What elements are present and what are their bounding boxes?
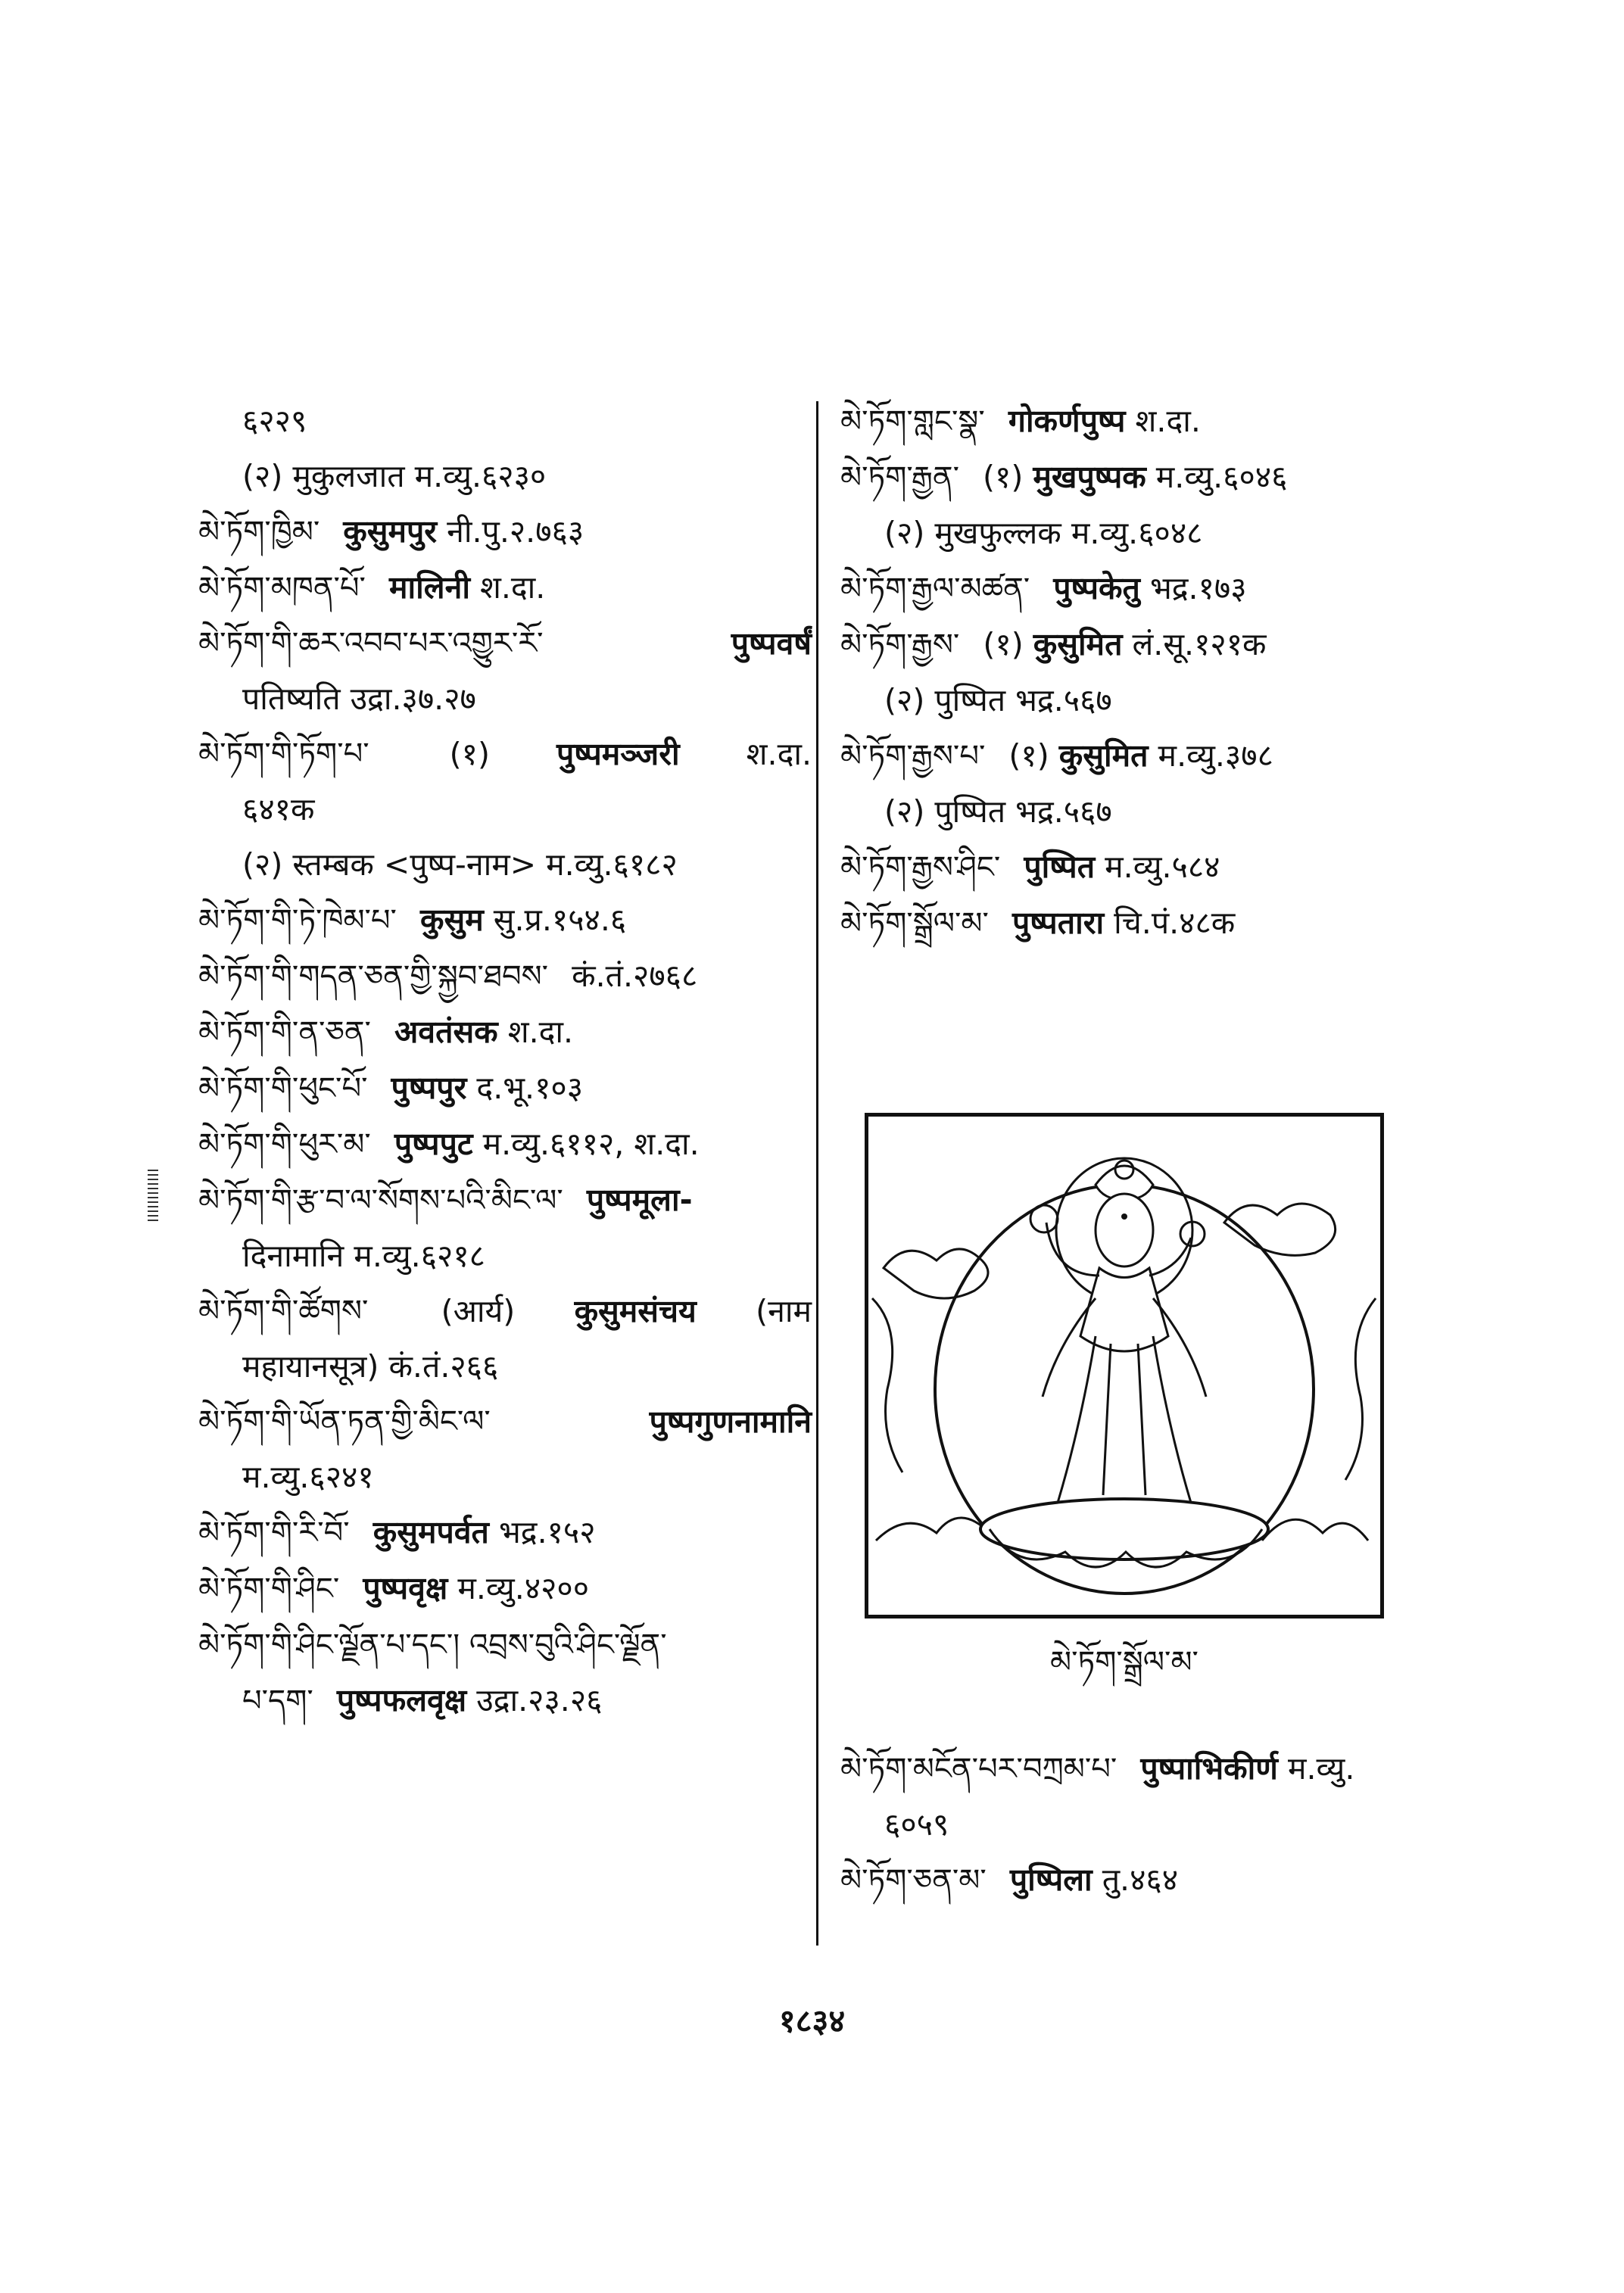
entry-line: ६२२९ bbox=[242, 403, 307, 439]
entry-line bbox=[840, 896, 1446, 952]
tibetan-term: མེ་ཏོག་མངོན་པར་བཀྲམ་པ་ bbox=[840, 1752, 1117, 1787]
sanskrit-term: कुसुमित bbox=[1058, 737, 1149, 774]
entry-line bbox=[198, 949, 812, 1005]
entry-line bbox=[198, 1394, 812, 1450]
entry-line bbox=[840, 394, 1446, 450]
tibetan-term: མེ་ཏོག་ཁྱིམ་ bbox=[198, 515, 320, 550]
reference: म.व्यु.४२०० bbox=[457, 1570, 590, 1606]
entry-line: (२) पुष्पित भद्र.५६७ bbox=[884, 793, 1112, 830]
tibetan-term: མེ་ཏོག་གི་ཤིང་ bbox=[198, 1572, 340, 1606]
entry-line bbox=[840, 450, 1446, 506]
entry-line bbox=[198, 1561, 812, 1617]
entry-line bbox=[198, 727, 812, 782]
reference: श.दा. bbox=[507, 1014, 574, 1050]
entry-line: ६०५९ bbox=[884, 1806, 949, 1843]
sense-number: (१) bbox=[449, 736, 490, 772]
sanskrit-term: पुष्पवर्षं bbox=[731, 625, 812, 662]
sanskrit-term: अवतंसक bbox=[394, 1014, 498, 1050]
entry-line bbox=[840, 617, 1446, 673]
tibetan-term: མེ་ཏོག་གི་ཏེ་ཁེམ་པ་ bbox=[198, 903, 397, 938]
tibetan-term: མེ་ཏོག་གི་ཡོན་ཏན་གྱི་མིང་ལ་ bbox=[198, 1404, 491, 1439]
entry-line bbox=[198, 1173, 812, 1229]
reference: भद्र.१५२ bbox=[498, 1514, 596, 1550]
tibetan-term: མེ་ཏོག་རྒྱས་པ་ bbox=[840, 739, 986, 774]
sanskrit-term: पुष्पकेतु bbox=[1053, 570, 1140, 606]
tibetan-term: མེ་ཏོག་གི་ན་ཅན་ bbox=[198, 1015, 371, 1050]
reference: म.व्यु. bbox=[1287, 1750, 1355, 1787]
margin-mark bbox=[148, 1170, 158, 1223]
sense-number: (१) bbox=[983, 626, 1024, 662]
tibetan-term: མེ་ཏོག་གླང་སྣ་ bbox=[840, 404, 985, 439]
entry-line bbox=[840, 561, 1446, 617]
entry-line bbox=[198, 1117, 812, 1173]
sanskrit-term: कुसुमित bbox=[1033, 626, 1123, 662]
entry-line: ६४१क bbox=[242, 791, 315, 827]
sanskrit-term: पुष्पिला bbox=[1009, 1862, 1093, 1898]
reference: म.व्यु.३७८ bbox=[1158, 737, 1273, 774]
entry-line bbox=[198, 504, 812, 560]
sanskrit-term: मुखपुष्पक bbox=[1033, 459, 1146, 495]
entry-line bbox=[840, 1852, 1446, 1908]
reference: उद्रा.२३.२६ bbox=[476, 1682, 603, 1718]
entry-line bbox=[198, 893, 812, 949]
tibetan-term: མེ་ཏོག་གི་ཕུང་པོ་ bbox=[198, 1071, 368, 1106]
sanskrit-term: पुष्पाभिकीर्ण bbox=[1140, 1750, 1278, 1787]
reference: श.दा. bbox=[480, 569, 546, 606]
sanskrit-term: कुसुम bbox=[420, 902, 484, 938]
reference: म.व्यु.६११२, श.दा. bbox=[482, 1126, 700, 1162]
entry-line bbox=[198, 1617, 812, 1673]
tibetan-term: མེ་ཏོག་གི་རྩ་བ་ལ་སོགས་པའི་མིང་ལ་ bbox=[198, 1183, 563, 1218]
tibetan-term: མེ་ཏོག་སྒྲོལ་མ་ bbox=[840, 906, 989, 941]
tibetan-term: མེ་ཏོག་གི་ཚོགས་ bbox=[198, 1294, 369, 1329]
sanskrit-term: पुष्पफलवृक्ष bbox=[336, 1682, 467, 1718]
tibetan-term: མེ་ཏོག་གི་རི་བོ་ bbox=[198, 1516, 350, 1550]
sanskrit-term: कुसुमसंचय bbox=[574, 1293, 697, 1329]
sanskrit-term: पुष्पपुट bbox=[394, 1126, 473, 1162]
tibetan-term: མེ་ཏོག་རྒྱས་ bbox=[840, 628, 960, 662]
tibetan-term: པ་དག་ bbox=[242, 1684, 313, 1718]
sanskrit-term: पुष्पतारा bbox=[1011, 905, 1105, 941]
reference: भद्र.१७३ bbox=[1149, 570, 1247, 606]
page-number: १८३४ bbox=[778, 2002, 846, 2039]
sense-prefix: (आर्य) bbox=[441, 1293, 516, 1329]
tibetan-term: མེ་ཏོག་ཅན་མ་ bbox=[840, 1863, 987, 1898]
tibetan-term: མེ་ཏོག་རྒྱན་ bbox=[840, 460, 959, 495]
sanskrit-term: कुसुमपर्वत bbox=[372, 1514, 489, 1550]
entry-line bbox=[198, 1673, 812, 1729]
entry-line: (२) मुकुलजात म.व्यु.६२३० bbox=[242, 458, 547, 494]
right-column bbox=[840, 394, 1446, 952]
left-column bbox=[198, 394, 812, 1729]
sanskrit-term: पुष्पपुर bbox=[391, 1070, 467, 1106]
sanskrit-term: गोकर्णपुष्प bbox=[1008, 403, 1126, 439]
sanskrit-term: पुष्पमूला- bbox=[586, 1182, 693, 1218]
entry-line bbox=[840, 840, 1446, 896]
entry-line bbox=[840, 1741, 1446, 1797]
sanskrit-term: कुसुमपुर bbox=[343, 513, 438, 550]
entry-line: पतिष्यति उद्रा.३७.२७ bbox=[242, 681, 476, 717]
reference: तु.४६४ bbox=[1102, 1862, 1179, 1898]
reference: द.भू.१०३ bbox=[476, 1070, 584, 1106]
tibetan-term: མེ་ཏོག་གི་ཤིང་ལྗོན་པ་དང་། འབྲས་བུའི་ཤིང་ལྗོན་ bbox=[198, 1628, 667, 1662]
sanskrit-term: पुष्पित bbox=[1024, 849, 1096, 885]
reference: म.व्यु.६०४६ bbox=[1155, 459, 1288, 495]
tibetan-term: མེ་ཏོག་རྒྱལ་མཚན་ bbox=[840, 572, 1030, 606]
entry-line bbox=[198, 616, 812, 671]
tibetan-term: མེ་ཏོག་གི་གདན་ཅན་གྱི་སྐྱབ་ཐབས་ bbox=[198, 959, 549, 994]
entry-line bbox=[840, 728, 1446, 784]
sanskrit-term: पुष्पगुणनामानि bbox=[649, 1404, 812, 1440]
figure-caption: མེ་ཏོག་སྒྲོལ་མ་ bbox=[1050, 1645, 1199, 1680]
reference: श.दा. bbox=[746, 736, 812, 772]
entry-line: (२) मुखफुल्लक म.व्यु.६०४८ bbox=[884, 515, 1203, 551]
entry-line bbox=[198, 1005, 812, 1061]
reference: म.व्यु.५८४ bbox=[1105, 849, 1220, 885]
sanskrit-term: मालिनी bbox=[389, 569, 470, 606]
entry-line bbox=[198, 560, 812, 616]
entry-line: म.व्यु.६२४१ bbox=[242, 1459, 374, 1495]
sanskrit-term: पुष्पवृक्ष bbox=[363, 1570, 448, 1606]
entry-line: महायानसूत्र) कं.तं.२६६ bbox=[242, 1348, 499, 1385]
entry-line: दिनामानि म.व्यु.६२१८ bbox=[242, 1238, 485, 1274]
right-column-lower bbox=[840, 1741, 1446, 1908]
tibetan-term: མེ་ཏོག་གི་ཏོག་པ་ bbox=[198, 737, 369, 771]
entry-line bbox=[198, 1505, 812, 1561]
tibetan-term: མེ་ཏོག་གི་ཕུར་མ་ bbox=[198, 1127, 371, 1162]
entry-line: (२) स्तम्बक <पुष्प-नाम> म.व्यु.६१८२ bbox=[242, 846, 678, 883]
entry-line bbox=[198, 1061, 812, 1117]
column-divider bbox=[816, 401, 818, 1946]
reference: नी.पु.२.७६३ bbox=[447, 513, 584, 550]
sanskrit-term: पुष्पमञ्जरी bbox=[556, 736, 680, 772]
sense-number: (१) bbox=[983, 459, 1024, 495]
entry-line: (२) पुष्पित भद्र.५६७ bbox=[884, 682, 1112, 718]
deity-drawing bbox=[868, 1117, 1380, 1615]
sense-number: (१) bbox=[1008, 737, 1049, 774]
reference: कं.तं.२७६८ bbox=[572, 958, 698, 994]
tara-illustration bbox=[865, 1113, 1384, 1618]
entry-line bbox=[198, 1284, 812, 1339]
tibetan-term: མེ་ཏོག་གི་ཆར་འབབ་པར་འགྱུར་རོ་ bbox=[198, 626, 544, 661]
sense-suffix: (नाम bbox=[756, 1293, 812, 1329]
reference: चि.पं.४८क bbox=[1114, 905, 1236, 941]
reference: लं.सू.१२१क bbox=[1132, 626, 1267, 662]
tibetan-term: མེ་ཏོག་རྒྱས་ཤིང་ bbox=[840, 850, 1001, 885]
reference: सु.प्र.१५४.६ bbox=[493, 902, 627, 938]
tibetan-term: མེ་ཏོག་མཁན་པོ་ bbox=[198, 571, 366, 606]
reference: श.दा. bbox=[1135, 403, 1201, 439]
